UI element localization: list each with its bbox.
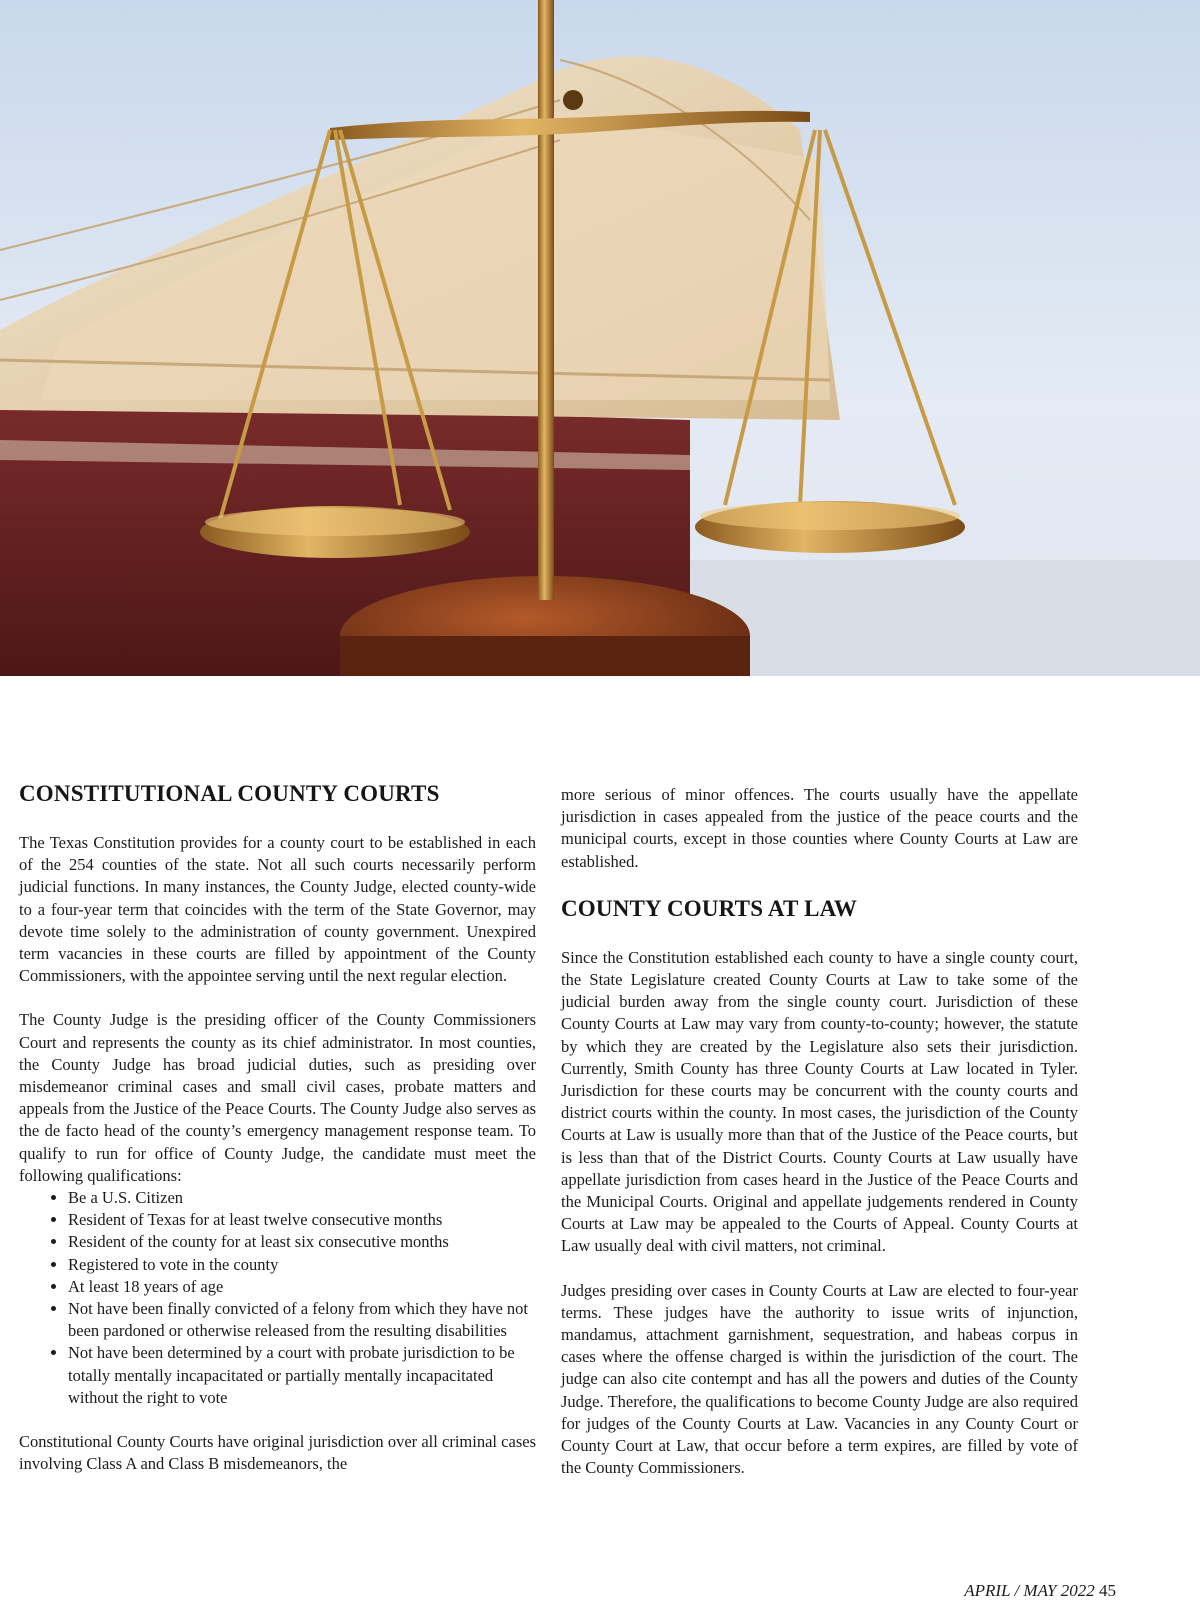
- paragraph: Judges presiding over cases in County Courts at Law are elected to four-year terms. These judges have the authority to issue writs of injunction, mandamus, attachment garnishment, sequestration, and habeas corpus in cases where the offense charged is within the jurisdiction of the court. The judge can also cite contempt and has all the powers and duties of the County Judge. Therefore, the qualifications to become County Judge are also required for judges of the County Courts at Law. Vacancies in any County Court or County Court at Law, that occur before a term expires, are filled by vote of the County Commissioners.: [561, 1280, 1078, 1478]
- issue-date: APRIL / MAY 2022: [964, 1581, 1095, 1600]
- left-column: [19, 780, 536, 1497]
- heading-county-courts-at-law: COUNTY COURTS AT LAW: [561, 895, 858, 921]
- list-item: • Be a U.S. Citizen: [68, 1187, 536, 1209]
- paragraph: The Texas Constitution provides for a county court to be established in each of the 254 counties of the state. Not all such courts necessarily perform judicial functions. In many instances, the County Judge, elected county-wide to a four-year term that coincides with the term of the State Governor, may devote time solely to the administration of county government. Unexpired term vacancies in these courts are filled by appointment of the County Commissioners, with the appointee serving until the next regular election.: [19, 833, 536, 986]
- paragraph: The County Judge is the presiding officer of the County Commissioners Court and represents the county as its chief administrator. In most counties, the County Judge has broad judicial duties, such as presiding over misdemeanor criminal cases and small civil cases, probate matters and appeals from the Justice of the Peace Courts. The County Judge also serves as the de facto head of the county’s emergency management response team. To qualify to run for office of County Judge, the candidate must meet the following qualifications:: [19, 1010, 536, 1185]
- list-item: • At least 18 years of age: [68, 1276, 536, 1298]
- list-item: • Resident of Texas for at least twelve consecutive months: [68, 1209, 536, 1231]
- list-item: • Resident of the county for at least six consecutive months: [68, 1231, 536, 1253]
- heading-constitutional-county-courts: CONSTITUTIONAL COUNTY COURTS: [19, 781, 440, 806]
- list-item: • Not have been determined by a court with probate jurisdiction to be totally mentally incapacitated or partially mentally incapacitated without the right to vote: [68, 1342, 536, 1409]
- list-item: • Registered to vote in the county: [68, 1254, 536, 1276]
- right-column: [561, 784, 1078, 1501]
- paragraph: Since the Constitution established each county to have a single county court, the State Legislature created County Courts at Law to take some of the judicial burden away from the single county court. Jurisdiction of these County Courts at Law may vary from county-to-county; however, the statute by which they are created by the Legislature also sets their jurisdiction. Currently, Smith County has three County Courts at Law located in Tyler. Jurisdiction for these courts may be concurrent with the county courts and district courts within the county. In most cases, the jurisdiction of the County Courts at Law is usually more than that of the Justice of the Peace courts, but is less than that of the District Courts. County Courts at Law usually have appellate jurisdiction from cases heard in the Justice of the Peace Courts and the Municipal Courts. Original and appellate judgements rendered in County Courts at Law may be appealed to the Courts of Appeal. County Courts at Law usually deal with civil matters, not criminal.: [561, 947, 1078, 1256]
- page-number: 45: [1099, 1581, 1116, 1600]
- page-footer: [964, 1581, 1116, 1601]
- paragraph: more serious of minor offences. The courts usually have the appellate jurisdiction in cases appealed from the justice of the peace courts and the municipal courts, except in those counties where County Courts at Law are established.: [561, 785, 1078, 871]
- qualifications-list: [19, 1187, 536, 1409]
- list-item: • Not have been finally convicted of a felony from which they have not been pardoned or otherwise released from the resulting disabilities: [68, 1298, 536, 1342]
- scales-of-justice-photo: [0, 0, 1200, 676]
- paragraph: Constitutional County Courts have original jurisdiction over all criminal cases involving Class A and Class B misdemeanors, the: [19, 1432, 536, 1474]
